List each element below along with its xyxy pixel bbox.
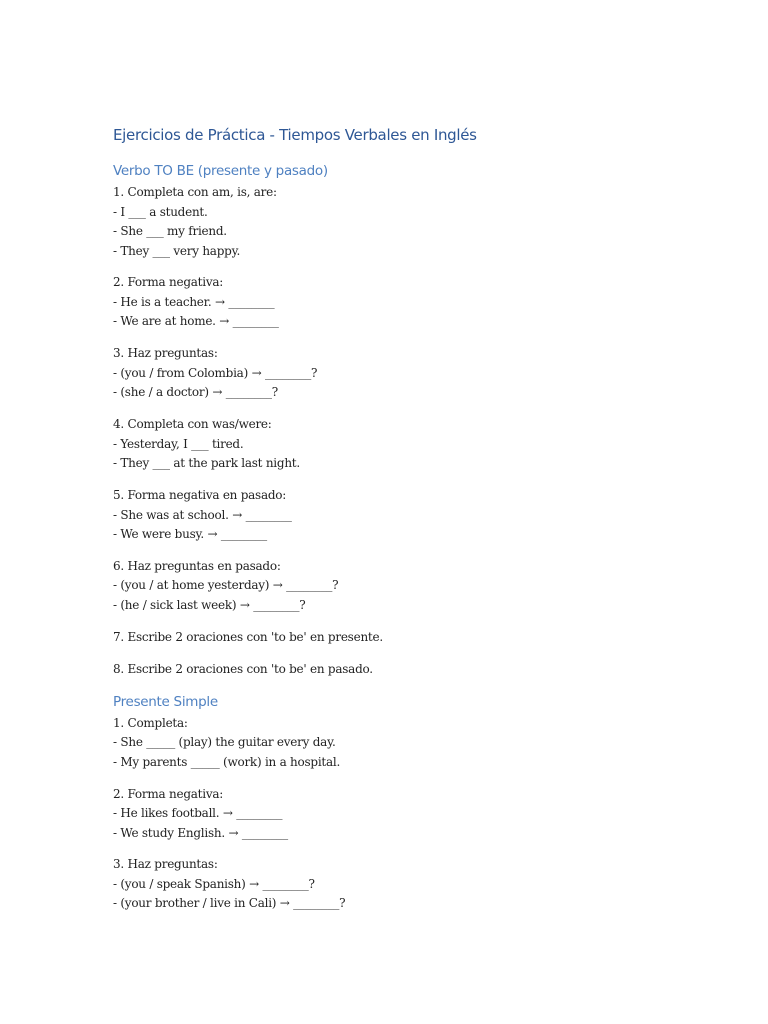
exercise-line: - She _____ (play) the guitar every day. bbox=[113, 735, 336, 750]
exercise-line: - We are at home. → ________ bbox=[113, 314, 279, 329]
exercise-line: 1. Completa: bbox=[113, 715, 188, 730]
exercise-line: 3. Haz preguntas: bbox=[113, 857, 218, 872]
exercise-item bbox=[113, 785, 713, 844]
document-title: Ejercicios de Práctica - Tiempos Verbales en Inglés bbox=[113, 126, 477, 144]
exercise-line: - Yesterday, I ___ tired. bbox=[113, 436, 244, 451]
exercise-item bbox=[113, 486, 713, 545]
exercise-line: - (he / sick last week) → ________? bbox=[113, 597, 306, 612]
exercise-line: 4. Completa con was/were: bbox=[113, 417, 272, 432]
exercise-line: - She was at school. → ________ bbox=[113, 507, 292, 522]
exercise-line: 5. Forma negativa en pasado: bbox=[113, 488, 287, 503]
exercise-line: - (you / from Colombia) → ________? bbox=[113, 365, 318, 380]
exercise-line: - They ___ at the park last night. bbox=[113, 456, 300, 471]
exercise-line: - We study English. → ________ bbox=[113, 825, 288, 840]
section-verbo-to-be bbox=[113, 161, 713, 679]
exercise-line: 8. Escribe 2 oraciones con 'to be' en pasado. bbox=[113, 661, 373, 676]
exercise-line: 2. Forma negativa: bbox=[113, 275, 224, 290]
exercise-item bbox=[113, 660, 713, 680]
exercise-line: 3. Haz preguntas: bbox=[113, 346, 218, 361]
document-body bbox=[113, 124, 713, 926]
exercise-line: - She ___ my friend. bbox=[113, 224, 227, 238]
exercise-line: - (you / speak Spanish) → ________? bbox=[113, 876, 315, 891]
exercise-item bbox=[113, 273, 713, 332]
exercise-line: - They ___ very happy. bbox=[113, 243, 241, 258]
section-heading: Presente Simple bbox=[113, 693, 218, 710]
exercise-line: 7. Escribe 2 oraciones con 'to be' en presente. bbox=[113, 629, 383, 644]
exercise-item bbox=[113, 344, 713, 403]
section-presente-simple bbox=[113, 692, 713, 914]
exercise-item bbox=[113, 855, 713, 914]
exercise-line: - He likes football. → ________ bbox=[113, 806, 283, 821]
section-heading: Verbo TO BE (presente y pasado) bbox=[113, 163, 328, 179]
exercise-line: - We were busy. → ________ bbox=[113, 527, 267, 542]
exercise-line: - My parents _____ (work) in a hospital. bbox=[113, 754, 341, 769]
exercise-line: - He is a teacher. → ________ bbox=[113, 294, 275, 309]
exercise-line: - I ___ a student. bbox=[113, 204, 208, 219]
exercise-item bbox=[113, 415, 713, 474]
exercise-item bbox=[113, 183, 713, 261]
exercise-line: - (you / at home yesterday) → ________? bbox=[113, 578, 339, 593]
exercise-item bbox=[113, 557, 713, 616]
exercise-line: 2. Forma negativa: bbox=[113, 786, 224, 801]
exercise-line: - (she / a doctor) → ________? bbox=[113, 385, 278, 400]
exercise-item bbox=[113, 628, 713, 648]
exercise-line: - (your brother / live in Cali) → ________? bbox=[113, 896, 346, 911]
exercise-item bbox=[113, 714, 713, 773]
exercise-line: 6. Haz preguntas en pasado: bbox=[113, 558, 281, 573]
exercise-line: 1. Completa con am, is, are: bbox=[113, 185, 277, 199]
